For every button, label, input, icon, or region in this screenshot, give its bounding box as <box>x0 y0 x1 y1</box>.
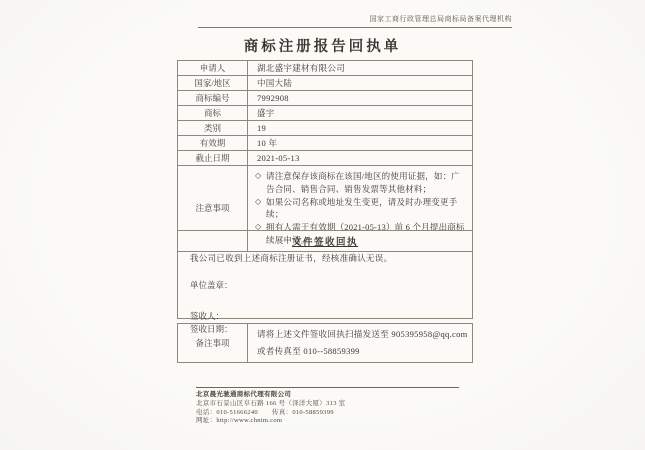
document-title: 商标注册报告回执单 <box>243 39 402 55</box>
note-item <box>255 196 465 222</box>
table-row <box>178 61 473 76</box>
row-value: 湖北盛宇建材有限公司 <box>248 61 473 76</box>
row-label: 国家/地区 <box>178 76 248 91</box>
row-label: 商标编号 <box>178 91 248 106</box>
company-seal-label: 单位盖章： <box>190 280 233 290</box>
sign-date-label: 签收日期： <box>190 324 233 334</box>
table-row <box>178 136 473 151</box>
remarks-table <box>177 323 473 363</box>
footer-fax: 传真：010-58859399 <box>271 408 334 416</box>
table-row <box>178 76 473 91</box>
diamond-bullet-icon: ◇ <box>255 171 262 180</box>
table-row <box>178 151 473 166</box>
remarks-line-email: 请将上述文件签收回执扫描发送至 905395958@qq.com <box>257 329 468 339</box>
row-value: 盛宇 <box>248 106 473 121</box>
remarks-row <box>178 324 473 363</box>
row-label: 有效期 <box>178 136 248 151</box>
diamond-bullet-icon: ◇ <box>255 196 262 206</box>
row-label: 截止日期 <box>178 151 248 166</box>
table-row <box>178 106 473 121</box>
agency-filing-note: 国家工商行政管理总局商标局备案代理机构 <box>198 14 512 28</box>
row-label: 商标 <box>178 106 248 121</box>
diamond-bullet-icon: ◇ <box>255 222 262 232</box>
trademark-info-table <box>177 60 473 252</box>
remarks-line-fax: 或者传真至 010--58859399 <box>257 346 360 356</box>
table-row <box>178 91 473 106</box>
row-value: 19 <box>248 121 473 136</box>
row-value: 中国大陆 <box>248 76 473 91</box>
receipt-statement: 我公司已收到上述商标注册证书，经核准确认无误。 <box>190 253 393 263</box>
row-label: 类别 <box>178 121 248 136</box>
signer-label: 签收人： <box>190 311 225 321</box>
remarks-label: 备注事项 <box>178 324 248 363</box>
footer-company-name: 北京晨光驰通商标代理有限公司 <box>196 391 292 398</box>
row-value: 2021-05-13 <box>248 151 473 166</box>
footer-address: 北京市石景山区阜石路 166 号（泽洋大厦）313 室 <box>196 399 346 407</box>
note-text: 如果公司名称或地址发生变更，请及时办理变更手续； <box>266 196 458 220</box>
note-text: 拥有人需于有效期（2021-05-13）前 6 个月提出商标续展申请。 <box>266 222 465 245</box>
notes-label: 注意事项 <box>178 166 248 252</box>
note-text: 请注意保存该商标在该国/地区的使用证据，如：广告合同、销售合同、销售发票等其他材料； <box>266 171 460 194</box>
row-value: 7992908 <box>248 91 473 106</box>
footer-website: 网址：http://www.chntm.com <box>196 417 283 425</box>
remarks-content <box>248 324 473 363</box>
row-label: 申请人 <box>178 61 248 76</box>
table-row <box>178 121 473 136</box>
receipt-section-title: 文件签收回执 <box>291 238 358 248</box>
note-item <box>255 170 465 196</box>
agency-footer <box>196 387 459 426</box>
row-value: 10 年 <box>248 136 473 151</box>
footer-phone: 电话：010-51666240 <box>196 408 258 416</box>
